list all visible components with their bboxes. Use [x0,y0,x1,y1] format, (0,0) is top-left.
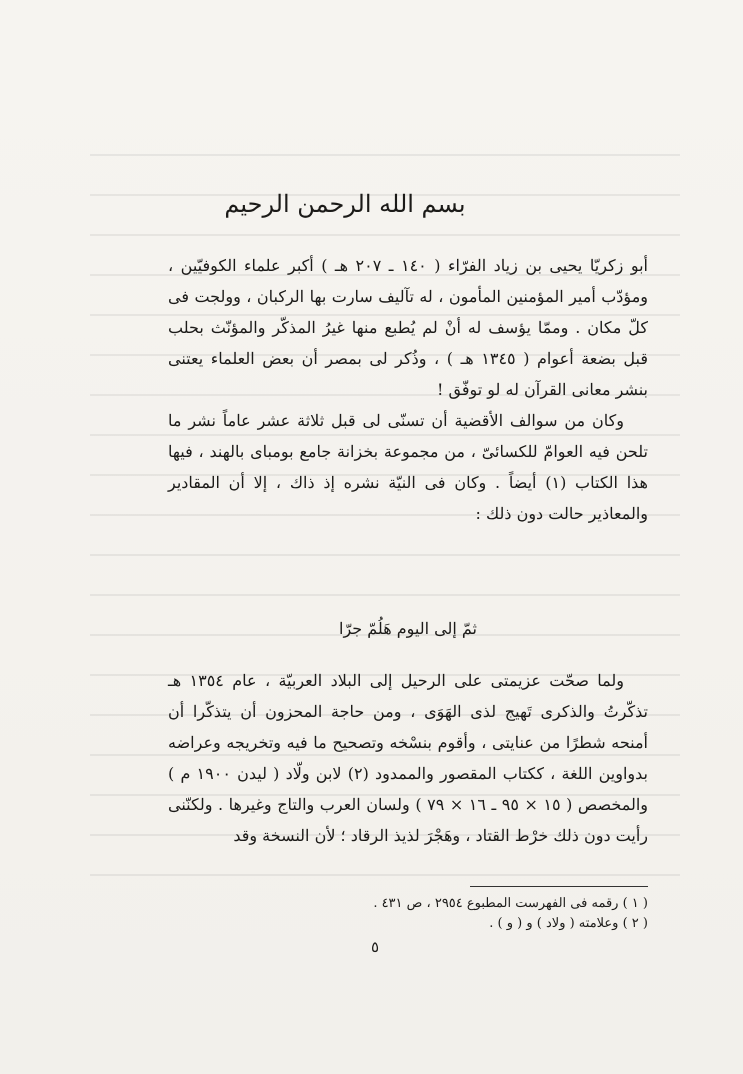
paragraph: وكان من سوالف الأقضية أن تسنّى لى قبل ثلاثة عشر عاماً نشر ما تلحن فيه العوامّ للكسائىّ ، من مجموعة بخزانة جامع بومباى بالهند ، فيها هذا الكتاب (١) أيضاً . وكان فى النيّة نشره إذ ذاك ، إلا أن المقادير والمعاذير حالت دون ذلك : [168,411,648,523]
basmala-heading: بسم الله الرحمن الرحيم [224,190,466,218]
verse-line: ثمّ إلى اليوم هَلُمّ جرّا [339,619,477,638]
main-text-continued [168,665,648,851]
footnote: ( ٢ ) وعلامته ( ولاد ) و ( و ) . [489,916,648,931]
page-number: ٥ [370,938,380,956]
main-text [168,250,648,529]
paragraph: أبو زكريّا يحيى بن زياد الفرّاء ( ١٤٠ ـ ٢٠٧ هـ ) أكبر علماء الكوفيّين ، ومؤدّب أمير المؤمنين المأمون ، له تآليف سارت بها الركبان ، وولجت فى كلّ مكان . وممّا يؤسف له أنْ لم يُطبع منها غيرُ المذكّر والمؤنّث بحلب قبل بضعة أعوام ( ١٣٤٥ هـ ) ، وذُكر لى بمصر أن بعض العلماء يعتنى بنشر معانى القرآن له لو توفّق ! [168,256,649,399]
footnote-divider [470,886,648,887]
paragraph: ولما صحّت عزيمتى على الرحيل إلى البلاد العربيّة ، عام ١٣٥٤ هـ تذكّرتُ والذكرى تَهيج لذى الهَوَى ، ومن حاجة المحزون أن يتذكّرا أن أمنحه شطرًا من عنايتى ، وأقوم بنسْخه وتصحيح ما فيه وتخريجه وعراضه بدواوين اللغة ، ككتاب المقصور والممدود (٢) لابن ولّاد ( ليدن ١٩٠٠ م ) والمخصص ( ١٥ × ٩٥ ـ ١٦ × ٧٩ ) ولسان العرب والتاج وغيرها . ولكنّنى رأيت دون ذلك خرْط القتاد ، وهَجْرَ لذيذ الرقاد ؛ لأن النسخة وقد [168,671,649,845]
footnote: ( ١ ) رقمه فى الفهرست المطبوع ٢٩٥٤ ، ص ٤٣١ . [373,896,648,911]
